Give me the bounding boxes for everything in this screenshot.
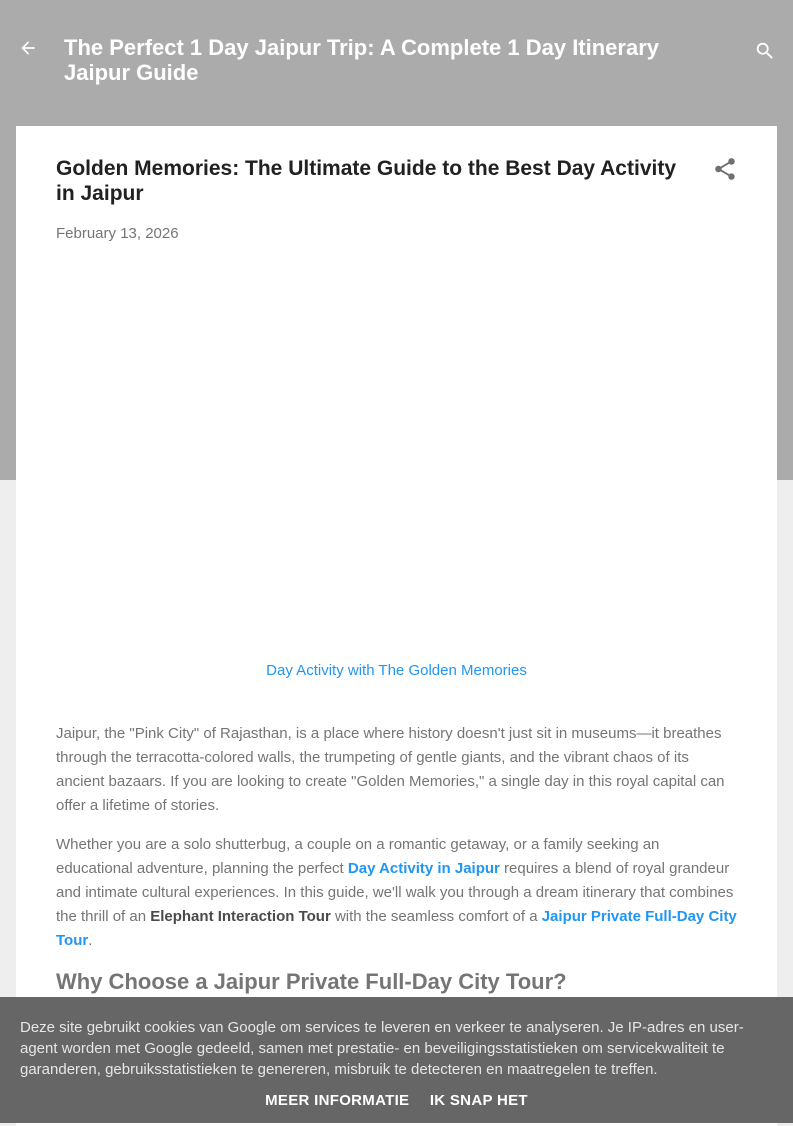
paragraph-text: . bbox=[88, 932, 93, 949]
cookie-actions bbox=[0, 1092, 793, 1110]
day-activity-link[interactable]: Day Activity in Jaipur bbox=[347, 860, 500, 877]
cookie-message: Deze site gebruikt cookies van Google om services te leveren en verkeer te analyseren. Je IP-adres en user-agent worden met Google gedeeld, samen met prestatie- en beveiligingsstatistieken om servicekwaliteit te garanderen, gebruiksstatistieken te genereren, misbruik te detecteren en maatregelen te treffen. bbox=[20, 1019, 744, 1078]
second-paragraph bbox=[56, 833, 740, 953]
cookie-banner bbox=[0, 997, 793, 1123]
paragraph-text: with the seamless comfort of a bbox=[330, 908, 542, 925]
post-title: Golden Memories: The Ultimate Guide to the Best Day Activity in Jaipur bbox=[56, 157, 677, 205]
accept-cookies-button[interactable]: IK SNAP HET bbox=[429, 1092, 528, 1109]
post-card bbox=[16, 126, 777, 1126]
share-icon bbox=[712, 156, 738, 182]
intro-paragraph: Jaipur, the "Pink City" of Rajasthan, is a place where history doesn't just sit in museums—it breathes through the terracotta-colored walls, the trumpeting of gentle giants, and the vibrant chaos of its ancient bazaars. If you are looking to create "Golden Memories," a single day in this royal capital can offer a lifetime of stories. bbox=[56, 725, 725, 814]
section-heading: Why Choose a Jaipur Private Full-Day City Tour? bbox=[56, 969, 567, 994]
post-image bbox=[56, 266, 737, 646]
elephant-tour-bold: Elephant Interaction Tour bbox=[150, 908, 331, 925]
share-button[interactable] bbox=[712, 156, 738, 182]
back-button[interactable] bbox=[14, 34, 42, 62]
private-city-tour-link[interactable]: Jaipur Private Full-Day City Tour bbox=[56, 908, 737, 949]
search-icon bbox=[754, 40, 776, 62]
search-button[interactable] bbox=[750, 36, 780, 66]
post-date: February 13, 2026 bbox=[56, 225, 179, 242]
paragraph-text: Whether you are a solo shutterbug, a couple on a romantic getaway, or a family seeking an educational adventure, planning the perfect bbox=[56, 836, 660, 877]
image-caption-link[interactable]: Day Activity with The Golden Memories bbox=[266, 662, 527, 679]
blog-title[interactable]: The Perfect 1 Day Jaipur Trip: A Complete 1 Day Itinerary Jaipur Guide bbox=[64, 35, 660, 85]
paragraph-text: requires a blend of royal grandeur and intimate cultural experiences. In this guide, we'll walk you through a dream itinerary that combines the thrill of an bbox=[56, 860, 734, 925]
arrow-left-icon bbox=[18, 38, 38, 58]
more-info-button[interactable]: MEER INFORMATIE bbox=[265, 1092, 410, 1109]
